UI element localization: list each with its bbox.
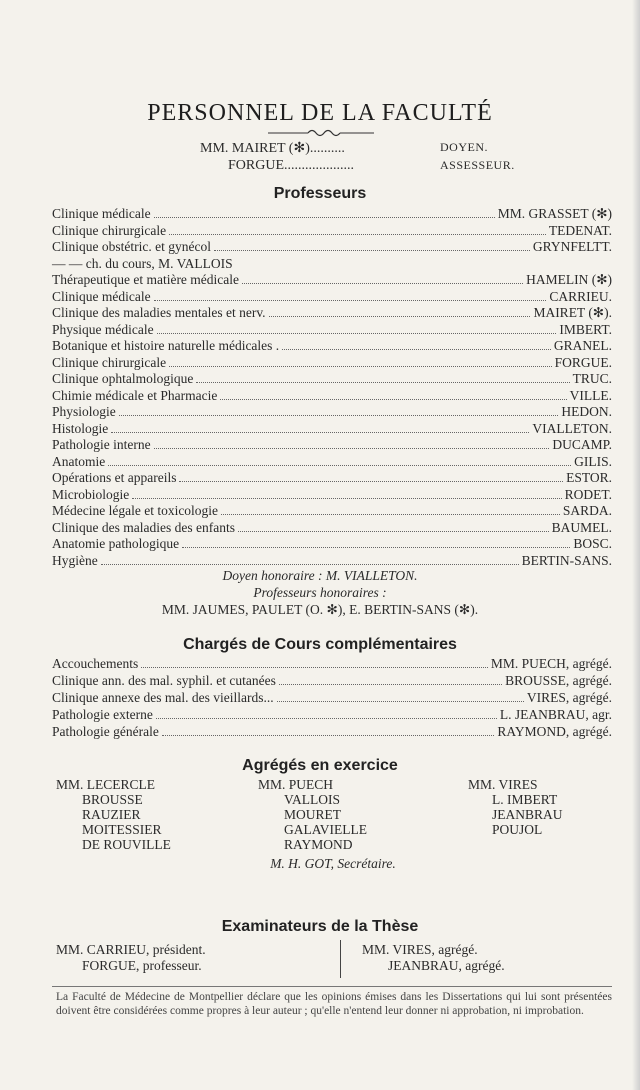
officer-names: FORGUE.................... bbox=[228, 158, 355, 173]
agrege-name: RAUZIER bbox=[82, 807, 141, 822]
course-row bbox=[52, 724, 612, 741]
examinateur-name: MM. VIRES, agrégé. bbox=[362, 942, 478, 957]
course-row bbox=[52, 470, 612, 487]
course-subject: Clinique médicale bbox=[52, 206, 151, 221]
course-row bbox=[52, 305, 612, 322]
doyen-honoraire: Doyen honoraire : M. VIALLETON. bbox=[222, 568, 418, 583]
course-row bbox=[52, 487, 612, 504]
course-professor: GRANEL. bbox=[553, 338, 612, 353]
agrege-name: MM. VIRES bbox=[468, 777, 538, 792]
agrege-name: MOURET bbox=[284, 807, 341, 822]
course-row bbox=[52, 388, 612, 405]
dot-leader bbox=[238, 520, 549, 532]
course-professor: HEDON. bbox=[561, 404, 612, 419]
examinateur-name: FORGUE, professeur. bbox=[82, 958, 202, 973]
agrege-name: RAYMOND bbox=[284, 837, 353, 852]
dot-leader bbox=[154, 437, 550, 449]
faculty-disclaimer: La Faculté de Médecine de Montpellier déclare que les opinions émises dans les Dissertations qui lui sont présentées doivent être considérées comme propres à leur auteur ; qu'elle n'entend leur donner ni approbation, ni improbation. bbox=[56, 991, 612, 1017]
course-professor: CARRIEU. bbox=[549, 288, 612, 304]
course-professor: DUCAMP. bbox=[552, 437, 612, 452]
course-professor: TEDENAT. bbox=[548, 222, 612, 238]
page-edge bbox=[632, 0, 640, 1090]
agrege-name: MM. PUECH bbox=[258, 777, 334, 792]
course-subject: Pathologie externe bbox=[52, 707, 153, 722]
course-row bbox=[52, 437, 612, 454]
course-subject: Anatomie bbox=[52, 453, 106, 469]
dot-leader bbox=[169, 355, 552, 367]
course-professor: ESTOR. bbox=[566, 470, 612, 485]
agrege-name: MM. LECERCLE bbox=[56, 777, 156, 792]
agreges-column-3 bbox=[468, 777, 563, 837]
officer-row-assesseur bbox=[0, 158, 640, 176]
agrege-name: MOITESSIER bbox=[82, 822, 162, 837]
course-row bbox=[52, 536, 612, 553]
examinateurs-divider bbox=[340, 940, 341, 978]
dot-leader bbox=[269, 305, 531, 317]
course-row bbox=[52, 289, 612, 306]
dot-leader bbox=[101, 553, 519, 565]
agrege-name: JEANBRAU bbox=[492, 807, 563, 822]
course-professor: MAIRET (✻). bbox=[533, 305, 612, 320]
examinateurs-heading: Examinateurs de la Thèse bbox=[221, 918, 419, 935]
course-subject: Clinique annexe des mal. des vieillards... bbox=[52, 690, 274, 705]
dot-leader bbox=[179, 470, 563, 482]
course-row bbox=[52, 223, 612, 240]
course-subject: Pathologie interne bbox=[52, 437, 151, 452]
course-row bbox=[52, 690, 612, 707]
dot-leader bbox=[111, 421, 529, 433]
course-professor: BAUMEL. bbox=[551, 519, 612, 535]
course-row bbox=[52, 656, 612, 673]
course-subject: Histologie bbox=[52, 420, 109, 436]
course-professor: BOSC. bbox=[573, 536, 612, 551]
examinateurs-right bbox=[362, 942, 505, 974]
charges-heading: Chargés de Cours complémentaires bbox=[183, 636, 457, 653]
dot-leader bbox=[182, 536, 570, 548]
professeurs-heading: Professeurs bbox=[273, 185, 367, 202]
course-row bbox=[52, 520, 612, 537]
secretaire: M. H. GOT, Secrétaire. bbox=[270, 856, 396, 871]
agreges-heading: Agrégés en exercice bbox=[242, 757, 398, 774]
dot-leader bbox=[221, 503, 560, 515]
course-subject: Clinique chirurgicale bbox=[52, 222, 167, 238]
agreges-column-1 bbox=[56, 777, 171, 852]
dot-leader bbox=[108, 454, 571, 466]
course-professor: MM. GRASSET (✻) bbox=[497, 206, 612, 221]
course-professor: BERTIN-SANS. bbox=[521, 552, 612, 568]
course-subject: Clinique ophtalmologique bbox=[52, 371, 194, 386]
officer-role: DOYEN. bbox=[440, 140, 488, 154]
agrege-name: GALAVIELLE bbox=[284, 822, 367, 837]
course-row bbox=[52, 272, 612, 289]
course-subject: Clinique des maladies mentales et nerv. bbox=[52, 305, 266, 320]
agrege-name: BROUSSE bbox=[82, 792, 143, 807]
dot-leader bbox=[277, 690, 524, 702]
course-professor: HAMELIN (✻) bbox=[526, 272, 612, 287]
course-row bbox=[52, 206, 612, 223]
agrege-name: DE ROUVILLE bbox=[82, 837, 171, 852]
officer-names: MM. MAIRET (✻).......... bbox=[200, 141, 345, 156]
dot-leader bbox=[156, 707, 497, 719]
course-row bbox=[52, 707, 612, 724]
professeurs-honoraires: MM. JAUMES, PAULET (O. ✻), E. BERTIN-SANS (✻). bbox=[161, 602, 479, 617]
course-row bbox=[52, 553, 612, 570]
course-professor: FORGUE. bbox=[554, 354, 612, 370]
course-subject: Clinique des maladies des enfants bbox=[52, 519, 235, 535]
course-row bbox=[52, 673, 612, 690]
title-ornament bbox=[268, 128, 374, 138]
dot-leader bbox=[141, 656, 488, 668]
course-professor: BROUSSE, agrégé. bbox=[505, 673, 612, 688]
examinateur-name: JEANBRAU, agrégé. bbox=[388, 958, 505, 973]
course-professor: RAYMOND, agrégé. bbox=[497, 724, 612, 739]
agrege-name: POUJOL bbox=[492, 822, 543, 837]
course-row bbox=[52, 355, 612, 372]
course-subject: Clinique obstétric. et gynécol bbox=[52, 239, 211, 254]
course-professor: GRYNFELTT. bbox=[532, 239, 612, 254]
dot-leader bbox=[214, 239, 530, 251]
course-subject: Botanique et histoire naturelle médicales . bbox=[52, 338, 280, 353]
agrege-name: VALLOIS bbox=[284, 792, 341, 807]
examinateur-name: MM. CARRIEU, président. bbox=[56, 942, 206, 957]
course-subject: Clinique chirurgicale bbox=[52, 354, 167, 370]
dot-leader bbox=[132, 487, 561, 499]
course-professor: MM. PUECH, agrégé. bbox=[490, 656, 612, 671]
course-subject: Médecine légale et toxicologie bbox=[52, 503, 219, 518]
course-subject: Pathologie générale bbox=[52, 724, 159, 739]
course-row bbox=[52, 239, 612, 256]
course-subject: Hygiène bbox=[52, 552, 98, 568]
officer-role: ASSESSEUR. bbox=[440, 158, 515, 172]
dot-leader bbox=[242, 272, 523, 284]
footer-rule bbox=[52, 986, 612, 987]
officer-row-doyen bbox=[0, 140, 640, 158]
professeurs-honoraires-label: Professeurs honoraires : bbox=[253, 585, 387, 600]
course-subject: Accouchements bbox=[52, 656, 139, 671]
course-subject: Physiologie bbox=[52, 404, 116, 419]
course-professor: VILLE. bbox=[569, 387, 612, 403]
agreges-column-2 bbox=[258, 777, 367, 852]
course-row bbox=[52, 503, 612, 520]
course-professor: VIALLETON. bbox=[532, 420, 612, 436]
dot-leader bbox=[169, 223, 546, 235]
dot-leader bbox=[154, 289, 547, 301]
dot-leader bbox=[157, 322, 557, 334]
course-professor: VIRES, agrégé. bbox=[526, 690, 612, 705]
course-subject: Chimie médicale et Pharmacie bbox=[52, 387, 218, 403]
course-subject: Physique médicale bbox=[52, 321, 154, 337]
course-subject: Microbiologie bbox=[52, 486, 130, 502]
dot-leader bbox=[196, 371, 569, 383]
dot-leader bbox=[279, 673, 502, 685]
course-subject: Clinique ann. des mal. syphil. et cutanées bbox=[52, 673, 276, 688]
dot-leader bbox=[162, 724, 495, 736]
agrege-name: L. IMBERT bbox=[492, 792, 558, 807]
course-row bbox=[52, 322, 612, 339]
course-professor: L. JEANBRAU, agr. bbox=[499, 707, 612, 722]
course-subject: Thérapeutique et matière médicale bbox=[52, 272, 240, 287]
course-subject: Opérations et appareils bbox=[52, 470, 177, 485]
course-row bbox=[52, 338, 612, 355]
course-subject: Clinique médicale bbox=[52, 288, 151, 304]
course-row bbox=[52, 454, 612, 471]
dot-leader bbox=[282, 338, 551, 350]
course-professor: TRUC. bbox=[572, 371, 612, 386]
dot-leader bbox=[220, 388, 566, 400]
page-title: PERSONNEL DE LA FACULTÉ bbox=[147, 100, 493, 126]
course-row bbox=[52, 404, 612, 421]
course-subject: — — ch. du cours, M. VALLOIS bbox=[52, 255, 233, 271]
course-subject: Anatomie pathologique bbox=[52, 536, 180, 551]
course-professor: IMBERT. bbox=[559, 321, 612, 337]
course-professor: SARDA. bbox=[562, 503, 612, 518]
dot-leader bbox=[154, 206, 495, 218]
dot-leader bbox=[119, 404, 559, 416]
course-row bbox=[52, 256, 612, 273]
course-row bbox=[52, 371, 612, 388]
course-professor: RODET. bbox=[564, 486, 612, 502]
examinateurs-left bbox=[56, 942, 206, 974]
course-professor: GILIS. bbox=[574, 453, 612, 469]
course-row bbox=[52, 421, 612, 438]
